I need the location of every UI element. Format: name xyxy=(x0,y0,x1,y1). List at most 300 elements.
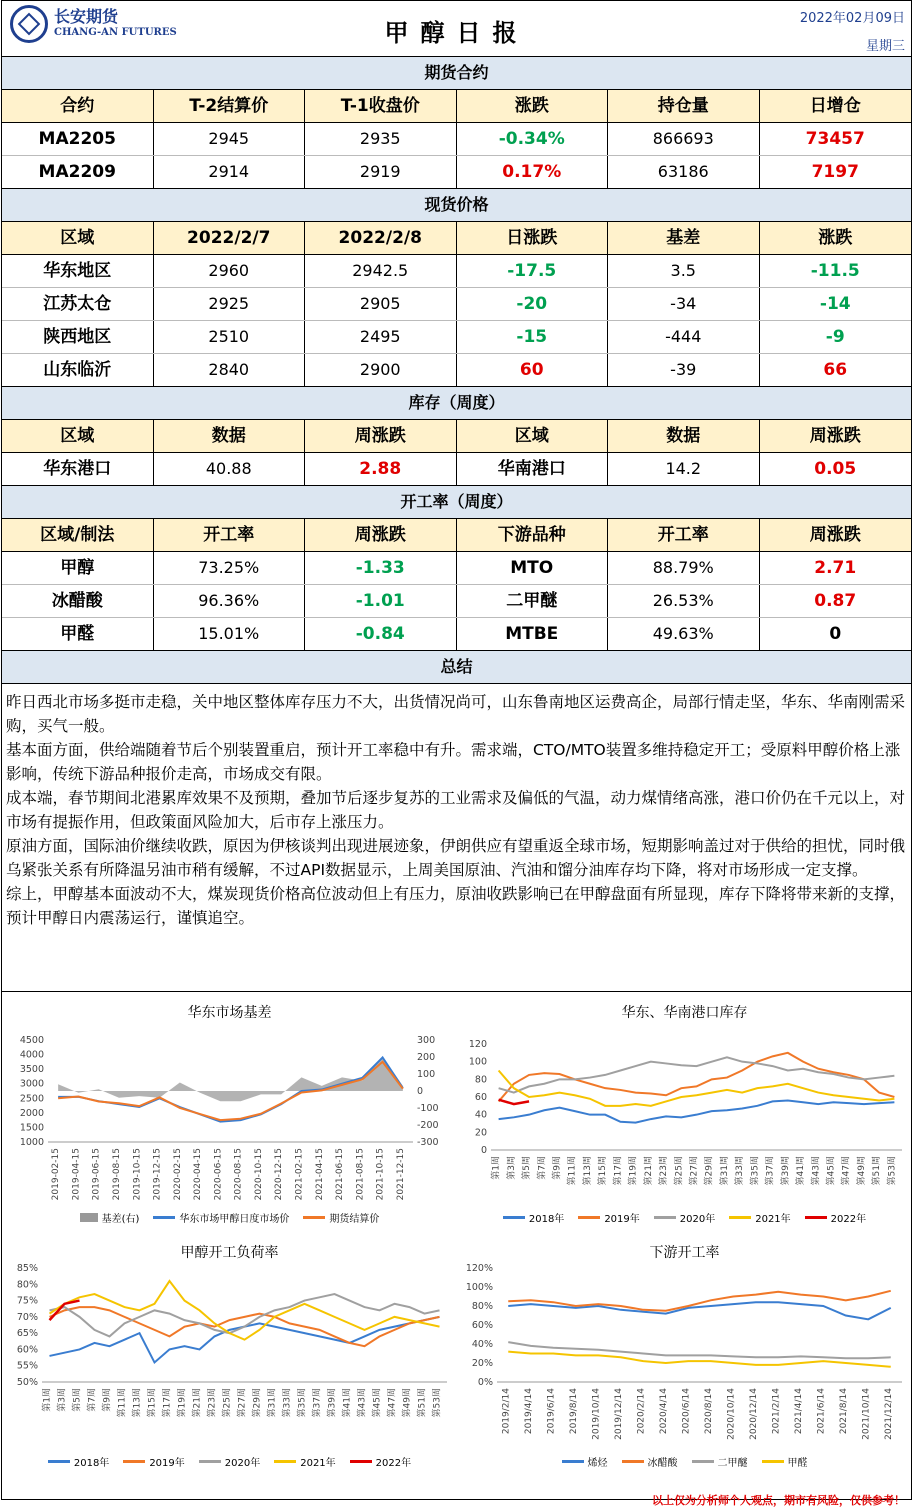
y-tick-label: 120% xyxy=(465,1263,493,1274)
x-tick-label: 2020/6/14 xyxy=(681,1388,692,1435)
x-tick-label: 2021/10/14 xyxy=(861,1388,872,1440)
chart-svg xyxy=(2,992,457,1227)
chart-title: 甲醇开工负荷率 xyxy=(180,1245,279,1261)
y2-tick-label: -300 xyxy=(417,1137,439,1148)
operating-cell: 73.25% xyxy=(154,552,306,584)
chart-legend xyxy=(457,1454,912,1469)
x-tick-label: 2020/8/14 xyxy=(703,1388,714,1435)
series-line xyxy=(499,1100,529,1104)
legend-item xyxy=(692,1454,748,1469)
spot-column-header: 日涨跌 xyxy=(457,222,609,254)
x-tick-label: 2021/2/14 xyxy=(771,1388,782,1435)
inventory-cell: 14.2 xyxy=(608,453,760,485)
legend-item xyxy=(654,1210,715,1225)
operating-column-header: 开工率 xyxy=(608,519,760,551)
spot-cell: 2960 xyxy=(154,255,306,287)
spot-cell: -20 xyxy=(457,288,609,320)
spot-cell: 2495 xyxy=(305,321,457,353)
legend-swatch xyxy=(303,1216,325,1219)
chart-legend xyxy=(2,1454,457,1469)
x-tick-label: 第19周 xyxy=(628,1156,639,1186)
operating-column-header: 周涨跌 xyxy=(809,525,861,545)
y-tick-label: 100 xyxy=(468,1056,487,1068)
x-tick-label: 第13周 xyxy=(132,1388,143,1418)
operating-cell: -1.01 xyxy=(305,585,457,617)
legend-item xyxy=(503,1210,564,1225)
y-tick-label: 80% xyxy=(471,1301,493,1312)
x-tick-label: 2019/6/14 xyxy=(546,1388,557,1435)
y2-tick-label: -200 xyxy=(417,1120,439,1131)
summary-paragraph: 昨日西北市场多挺市走稳，关中地区整体库存压力不大，出货情况尚可，山东鲁南地区运费高企，局部行情走坚，华东、华南刚需采购，买气一般。 xyxy=(6,693,906,735)
legend-item xyxy=(303,1210,379,1225)
spot-cell: 60 xyxy=(457,354,609,386)
series-line xyxy=(499,1053,895,1102)
operating-cell: 15.01% xyxy=(154,618,306,650)
inventory-cell: 华东港口 xyxy=(2,453,154,485)
inventory-cell: 40.88 xyxy=(154,453,306,485)
y-tick-label: 100% xyxy=(465,1282,493,1293)
x-tick-label: 第3周 xyxy=(506,1156,517,1180)
operating-cell: 0 xyxy=(829,624,842,644)
legend-swatch xyxy=(199,1460,221,1463)
futures-row xyxy=(2,123,911,156)
basis-chart xyxy=(2,992,457,1227)
y-tick-label: 3000 xyxy=(19,1078,44,1090)
spot-row xyxy=(2,354,911,387)
x-tick-label: 2019-04-15 xyxy=(71,1148,82,1201)
operating-column-header: 下游品种 xyxy=(457,519,609,551)
futures-column-header: T-1收盘价 xyxy=(305,90,457,122)
x-tick-label: 第13周 xyxy=(582,1156,593,1186)
spot-cell: -15 xyxy=(457,321,609,353)
y-tick-label: 60% xyxy=(16,1344,38,1356)
x-tick-label: 2019/4/14 xyxy=(523,1388,534,1435)
x-tick-label: 2021-06-15 xyxy=(335,1148,346,1201)
x-tick-label: 第1周 xyxy=(491,1156,502,1180)
legend-item xyxy=(622,1454,678,1469)
legend-swatch xyxy=(274,1460,296,1463)
inventory-column-header: 数据 xyxy=(154,420,306,452)
y-tick-label: 75% xyxy=(16,1295,38,1307)
operating-cell: 2.71 xyxy=(814,558,857,578)
y-tick-label: 20% xyxy=(471,1358,493,1369)
x-tick-label: 2019/2/14 xyxy=(501,1388,512,1435)
x-tick-label: 第37周 xyxy=(765,1156,776,1186)
operating-cell: 冰醋酸 xyxy=(2,585,154,617)
x-tick-label: 2019/10/14 xyxy=(591,1388,602,1440)
legend-item xyxy=(762,1454,808,1469)
x-tick-label: 第53周 xyxy=(432,1388,443,1418)
y-tick-label: 1000 xyxy=(19,1137,44,1148)
chart-title: 下游开工率 xyxy=(649,1245,720,1261)
x-tick-label: 第17周 xyxy=(162,1388,173,1418)
x-tick-label: 2020-10-15 xyxy=(253,1148,264,1201)
inventory-section-title: 库存（周度） xyxy=(2,387,911,420)
y-tick-label: 60 xyxy=(474,1092,487,1103)
x-tick-label: 第9周 xyxy=(552,1156,563,1180)
spot-cell: 3.5 xyxy=(608,255,760,287)
spot-cell: 66 xyxy=(823,360,848,380)
legend-swatch xyxy=(48,1460,70,1463)
legend-item xyxy=(153,1210,289,1225)
futures-row xyxy=(2,156,911,189)
legend-label: 2022年 xyxy=(375,1458,412,1469)
x-tick-label: 2020-12-15 xyxy=(274,1148,285,1201)
x-tick-label: 第45周 xyxy=(826,1156,837,1186)
legend-swatch xyxy=(622,1460,644,1463)
x-tick-label: 第29周 xyxy=(704,1156,715,1186)
y-tick-label: 55% xyxy=(16,1360,38,1372)
legend-label: 二甲醚 xyxy=(717,1458,748,1469)
series-line xyxy=(508,1342,891,1358)
futures-cell: 7197 xyxy=(811,162,859,182)
y-tick-label: 3500 xyxy=(19,1064,44,1076)
x-tick-label: 2020/10/14 xyxy=(726,1388,737,1440)
x-tick-label: 2021/6/14 xyxy=(816,1388,827,1435)
operating-cell: MTBE xyxy=(457,618,609,650)
legend-item xyxy=(350,1454,411,1469)
spot-column-header: 基差 xyxy=(608,222,760,254)
operating-cell: 96.36% xyxy=(154,585,306,617)
operating-column-header: 区域/制法 xyxy=(2,519,154,551)
x-tick-label: 第11周 xyxy=(117,1388,128,1418)
chart-legend xyxy=(457,1210,912,1225)
summary-paragraph: 综上，甲醇基本面波动不大，煤炭现货价格高位波动但上有压力，原油收跌影响已在甲醇盘面有所显现，库存下降将带来新的支撑，预计甲醇日内震荡运行，谨慎追空。 xyxy=(6,885,906,927)
chart-legend xyxy=(2,1210,457,1225)
y-tick-label: 1500 xyxy=(19,1122,44,1134)
x-tick-label: 2021/12/14 xyxy=(883,1388,894,1440)
x-tick-label: 第41周 xyxy=(796,1156,807,1186)
x-tick-label: 第27周 xyxy=(689,1156,700,1186)
legend-swatch xyxy=(350,1460,372,1463)
summary-paragraph: 基本面方面，供给端随着节后个别装置重启，预计开工率稳中有升。需求端，CTO/MTO装置多维持稳定开工；受原料甲醇价格上涨影响，传统下游品种报价走高，市场成交有限。 xyxy=(6,741,901,783)
x-tick-label: 第11周 xyxy=(567,1156,578,1186)
legend-swatch xyxy=(805,1216,827,1219)
y-tick-label: 2000 xyxy=(19,1107,44,1119)
x-tick-label: 第9周 xyxy=(102,1388,113,1412)
x-tick-label: 第49周 xyxy=(856,1156,867,1186)
x-tick-label: 第25周 xyxy=(674,1156,685,1186)
y-tick-label: 40% xyxy=(471,1339,493,1350)
x-tick-label: 第41周 xyxy=(342,1388,353,1418)
x-tick-label: 2020-06-15 xyxy=(213,1148,224,1201)
x-tick-label: 第47周 xyxy=(841,1156,852,1186)
summary-section-title: 总结 xyxy=(2,651,911,684)
spot-cell: 2900 xyxy=(305,354,457,386)
x-tick-label: 第31周 xyxy=(267,1388,278,1418)
legend-item xyxy=(48,1454,109,1469)
x-tick-label: 2020-04-15 xyxy=(193,1148,204,1201)
x-tick-label: 第43周 xyxy=(357,1388,368,1418)
operating-cell: 26.53% xyxy=(608,585,760,617)
spot-cell: 华东地区 xyxy=(2,255,154,287)
x-tick-label: 第1周 xyxy=(42,1388,53,1412)
x-tick-label: 第19周 xyxy=(177,1388,188,1418)
x-tick-label: 第39周 xyxy=(327,1388,338,1418)
y-tick-label: 65% xyxy=(16,1328,38,1340)
x-tick-label: 2020-02-15 xyxy=(172,1148,183,1201)
legend-swatch xyxy=(578,1216,600,1219)
legend-item xyxy=(199,1454,260,1469)
x-tick-label: 2021-12-15 xyxy=(395,1148,406,1201)
x-tick-label: 2019-02-15 xyxy=(51,1148,62,1201)
futures-cell: 2914 xyxy=(154,156,306,188)
x-tick-label: 第25周 xyxy=(222,1388,233,1418)
report-header xyxy=(2,1,911,57)
futures-cell: 2945 xyxy=(154,123,306,155)
futures-cell: MA2205 xyxy=(2,123,154,155)
spot-row xyxy=(2,255,911,288)
x-tick-label: 2019-12-15 xyxy=(152,1148,163,1201)
spot-cell: 2510 xyxy=(154,321,306,353)
legend-item xyxy=(729,1210,790,1225)
futures-header-row xyxy=(2,90,911,123)
operating-cell: 甲醇 xyxy=(2,552,154,584)
spot-cell: -34 xyxy=(608,288,760,320)
y2-tick-label: 300 xyxy=(417,1035,436,1046)
legend-label: 2021年 xyxy=(755,1214,791,1225)
y2-tick-label: -100 xyxy=(417,1103,439,1114)
x-tick-label: 第33周 xyxy=(282,1388,293,1418)
futures-cell: 0.17% xyxy=(457,156,609,188)
inventory-column-header: 周涨跌 xyxy=(305,420,457,452)
x-tick-label: 2021-08-15 xyxy=(355,1148,366,1201)
y-tick-label: 0 xyxy=(480,1145,487,1156)
x-tick-label: 第35周 xyxy=(750,1156,761,1186)
x-tick-label: 第7周 xyxy=(87,1388,98,1412)
legend-swatch xyxy=(729,1216,751,1219)
spot-cell: -444 xyxy=(608,321,760,353)
spot-cell: 江苏太仓 xyxy=(2,288,154,320)
x-tick-label: 2021-04-15 xyxy=(314,1148,325,1201)
x-tick-label: 第17周 xyxy=(613,1156,624,1186)
y2-tick-label: 200 xyxy=(417,1052,436,1063)
x-tick-label: 第51周 xyxy=(872,1156,883,1186)
y-tick-label: 70% xyxy=(16,1311,38,1323)
legend-item xyxy=(274,1454,335,1469)
y-tick-label: 80 xyxy=(474,1074,487,1086)
x-tick-label: 2019-08-15 xyxy=(111,1148,122,1201)
x-tick-label: 第7周 xyxy=(537,1156,548,1180)
futures-column-header: 持仓量 xyxy=(608,90,760,122)
x-tick-label: 第33周 xyxy=(735,1156,746,1186)
x-tick-label: 2019-06-15 xyxy=(91,1148,102,1201)
spot-cell: -39 xyxy=(608,354,760,386)
x-tick-label: 第43周 xyxy=(811,1156,822,1186)
x-tick-label: 第5周 xyxy=(522,1156,533,1180)
inventory-cell: 华南港口 xyxy=(457,453,609,485)
futures-section-title: 期货合约 xyxy=(2,57,911,90)
chart-title: 华东、华南港口库存 xyxy=(621,1005,748,1021)
spot-column-header: 2022/2/7 xyxy=(154,222,306,254)
legend-item xyxy=(562,1454,608,1469)
y-tick-label: 40 xyxy=(474,1109,487,1121)
y2-tick-label: 0 xyxy=(417,1086,424,1097)
futures-column-header: T-2结算价 xyxy=(154,90,306,122)
operating-cell: 二甲醚 xyxy=(457,585,609,617)
data-tables xyxy=(2,57,911,651)
report-date: 2022年02月09日 xyxy=(799,11,905,26)
x-tick-label: 第47周 xyxy=(387,1388,398,1418)
legend-swatch xyxy=(654,1216,676,1219)
downstream-operating-chart xyxy=(457,1232,912,1482)
operating-cell: 88.79% xyxy=(608,552,760,584)
y-tick-label: 120 xyxy=(468,1039,487,1050)
chart-title: 华东市场基差 xyxy=(187,1005,272,1021)
x-tick-label: 2020/4/14 xyxy=(658,1388,669,1435)
legend-swatch xyxy=(562,1460,584,1463)
y2-tick-label: 100 xyxy=(417,1069,436,1080)
x-tick-label: 2021-10-15 xyxy=(375,1148,386,1201)
legend-item xyxy=(805,1210,866,1225)
x-tick-label: 第51周 xyxy=(417,1388,428,1418)
x-tick-label: 第3周 xyxy=(57,1388,68,1412)
y-tick-label: 4500 xyxy=(19,1035,44,1046)
spot-cell: 山东临沂 xyxy=(2,354,154,386)
legend-swatch xyxy=(153,1216,175,1219)
report-title: 甲醇日报 xyxy=(384,19,529,47)
futures-column-header: 日增仓 xyxy=(809,96,861,116)
x-tick-label: 第31周 xyxy=(719,1156,730,1186)
spot-row xyxy=(2,288,911,321)
legend-swatch xyxy=(80,1213,98,1222)
x-tick-label: 第37周 xyxy=(312,1388,323,1418)
inventory-column-header: 区域 xyxy=(457,420,609,452)
logo-cn: 长安期货 xyxy=(54,7,119,26)
spot-cell: 陕西地区 xyxy=(2,321,154,353)
y-tick-label: 0% xyxy=(477,1377,493,1388)
futures-column-header: 涨跌 xyxy=(457,90,609,122)
spot-cell: 2840 xyxy=(154,354,306,386)
operating-column-header: 周涨跌 xyxy=(305,519,457,551)
legend-label: 2020年 xyxy=(224,1458,261,1469)
operating-header-row xyxy=(2,519,911,552)
y-tick-label: 20 xyxy=(474,1127,487,1139)
x-tick-label: 第23周 xyxy=(659,1156,670,1186)
futures-cell: 2919 xyxy=(305,156,457,188)
y-tick-label: 80% xyxy=(16,1279,38,1291)
spot-cell: -9 xyxy=(825,327,845,347)
x-tick-label: 第39周 xyxy=(780,1156,791,1186)
legend-swatch xyxy=(503,1216,525,1219)
x-tick-label: 2019/12/14 xyxy=(613,1388,624,1440)
charts-area xyxy=(2,992,911,1512)
x-tick-label: 第45周 xyxy=(372,1388,383,1418)
inventory-column-header: 数据 xyxy=(608,420,760,452)
spot-cell: -14 xyxy=(819,294,851,314)
x-tick-label: 第53周 xyxy=(887,1156,898,1186)
futures-cell: MA2209 xyxy=(2,156,154,188)
operating-cell: -1.33 xyxy=(305,552,457,584)
legend-label: 2018年 xyxy=(528,1214,565,1225)
inventory-cell: 0.05 xyxy=(814,459,857,479)
futures-cell: -0.34% xyxy=(457,123,609,155)
spot-header-row xyxy=(2,222,911,255)
legend-label: 2018年 xyxy=(73,1458,110,1469)
y-tick-label: 85% xyxy=(16,1263,38,1274)
legend-swatch xyxy=(123,1460,145,1463)
spot-section-title: 现货价格 xyxy=(2,189,911,222)
spot-row xyxy=(2,321,911,354)
x-tick-label: 第27周 xyxy=(237,1388,248,1418)
spot-cell: 2925 xyxy=(154,288,306,320)
operating-section-title: 开工率（周度） xyxy=(2,486,911,519)
inventory-column-header: 区域 xyxy=(2,420,154,452)
chart-svg xyxy=(457,1232,912,1482)
futures-cell: 2935 xyxy=(305,123,457,155)
inventory-cell: 2.88 xyxy=(305,453,457,485)
operating-column-header: 开工率 xyxy=(154,519,306,551)
futures-cell: 63186 xyxy=(608,156,760,188)
futures-cell: 866693 xyxy=(608,123,760,155)
legend-label: 烯烃 xyxy=(587,1458,608,1469)
operating-cell: 0.87 xyxy=(814,591,857,611)
operating-row xyxy=(2,618,911,651)
series-line xyxy=(499,1101,895,1123)
legend-label: 期货结算价 xyxy=(329,1214,380,1225)
x-tick-label: 2021/8/14 xyxy=(838,1388,849,1435)
inventory-header-row xyxy=(2,420,911,453)
y-tick-label: 2500 xyxy=(19,1093,44,1105)
futures-cell: 73457 xyxy=(805,129,865,149)
spot-column-header: 涨跌 xyxy=(818,228,853,248)
legend-swatch xyxy=(762,1460,784,1463)
spot-column-header: 2022/2/8 xyxy=(305,222,457,254)
futures-column-header: 合约 xyxy=(2,90,154,122)
y-tick-label: 60% xyxy=(471,1320,493,1331)
y-tick-label: 50% xyxy=(16,1377,38,1388)
chart-svg xyxy=(457,992,912,1227)
series-line xyxy=(508,1352,891,1367)
inventory-row xyxy=(2,453,911,486)
legend-label: 2022年 xyxy=(830,1214,867,1225)
summary-paragraph: 原油方面，国际油价继续收跌，原因为伊核谈判出现进展迹象，伊朗供应有望重返全球市场，短期影响盖过对于供给的担忧，同时俄乌紧张关系有所降温另油市稍有缓解，不过API数据显示，上周美国原油、汽油和馏分油库存均下降，将对市场形成一定支撑。 xyxy=(6,837,906,879)
summary-paragraph: 成本端，春节期间北港累库效果不及预期，叠加节后逐步复苏的工业需求及偏低的气温，动力煤情绪高涨，港口价仍在千元以上，对市场有提振作用，但政策面风险加大，后市存上涨压力。 xyxy=(6,789,906,831)
legend-label: 甲醛 xyxy=(787,1458,808,1469)
x-tick-label: 2019/8/14 xyxy=(568,1388,579,1435)
inventory-column-header: 周涨跌 xyxy=(809,426,861,446)
x-tick-label: 2019-10-15 xyxy=(132,1148,143,1201)
disclaimer: 以上仅为分析师个人观点，期市有风险，仅供参考！ xyxy=(652,1494,905,1507)
legend-swatch xyxy=(692,1460,714,1463)
legend-item xyxy=(80,1210,140,1225)
legend-label: 2019年 xyxy=(604,1214,640,1225)
spot-cell: -17.5 xyxy=(457,255,609,287)
spot-column-header: 区域 xyxy=(2,222,154,254)
legend-label: 2019年 xyxy=(149,1458,185,1469)
spot-cell: 2905 xyxy=(305,288,457,320)
report-page xyxy=(1,0,912,1507)
legend-label: 华东市场甲醇日度市场价 xyxy=(179,1214,290,1225)
legend-label: 2021年 xyxy=(300,1458,336,1469)
x-tick-label: 第15周 xyxy=(598,1156,609,1186)
spot-cell: 2942.5 xyxy=(305,255,457,287)
report-weekday: 星期三 xyxy=(865,39,905,54)
operating-cell: -0.84 xyxy=(305,618,457,650)
x-tick-label: 第21周 xyxy=(643,1156,654,1186)
operating-row xyxy=(2,552,911,585)
x-tick-label: 第49周 xyxy=(402,1388,413,1418)
x-tick-label: 第23周 xyxy=(207,1388,218,1418)
operating-cell: MTO xyxy=(457,552,609,584)
legend-item xyxy=(123,1454,184,1469)
series-area xyxy=(58,1057,403,1101)
legend-label: 2020年 xyxy=(679,1214,716,1225)
x-tick-label: 第29周 xyxy=(252,1388,263,1418)
x-tick-label: 2021-02-15 xyxy=(294,1148,305,1201)
methanol-operating-chart xyxy=(2,1232,457,1482)
x-tick-label: 2020/2/14 xyxy=(636,1388,647,1435)
